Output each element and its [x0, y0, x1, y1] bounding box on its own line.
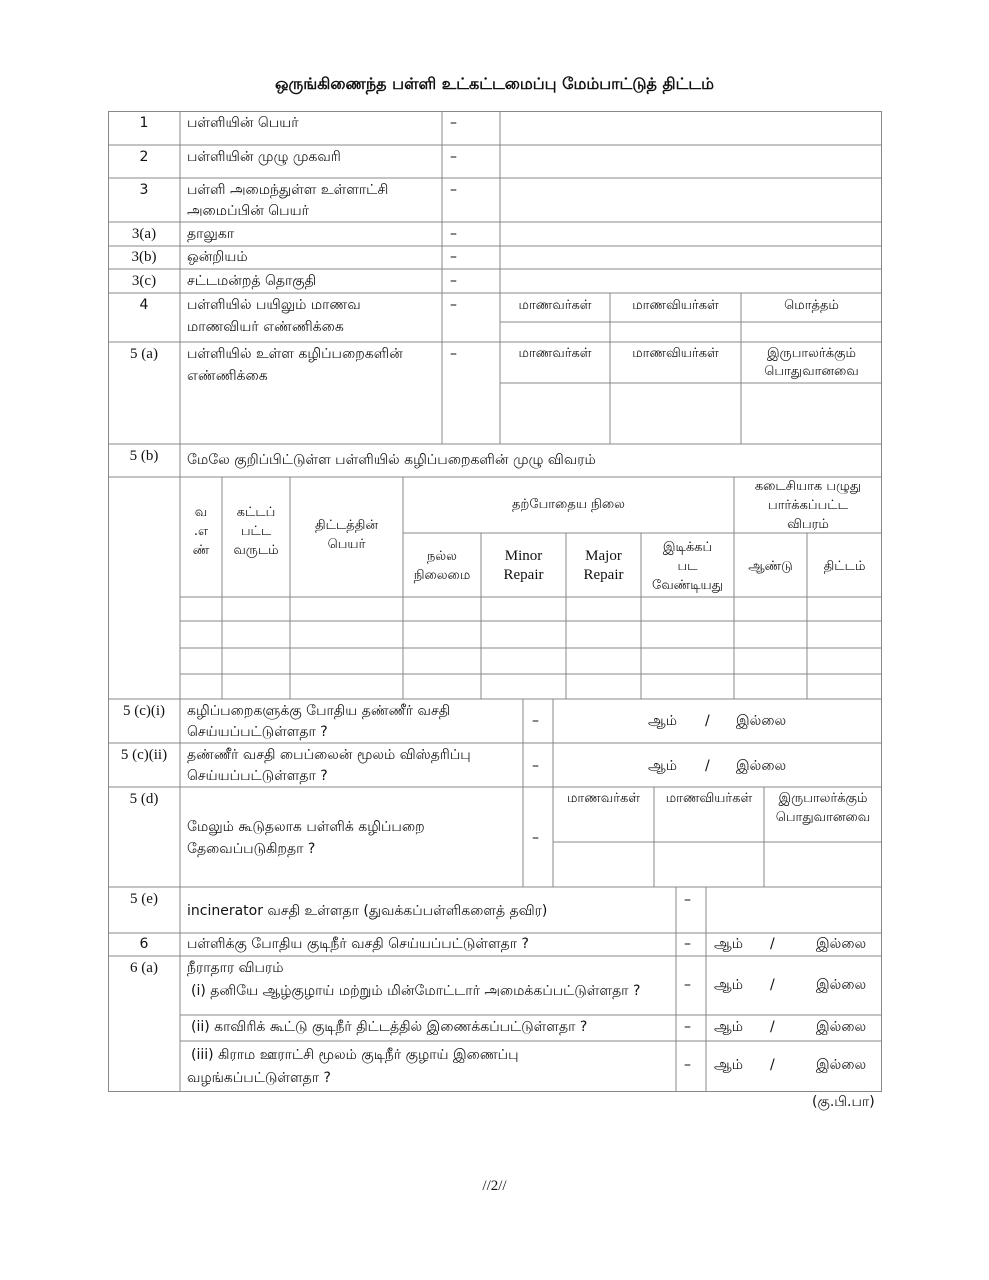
- row-2-label: பள்ளியின் முழு முகவரி: [187, 149, 341, 165]
- toilet-scheme-header-2: பெயர்: [327, 537, 366, 552]
- row-6-yes-option[interactable]: ஆம்: [714, 936, 743, 952]
- row-5d-number: 5 (d): [129, 791, 159, 807]
- page-title: ஒருங்கிணைந்த பள்ளி உட்கட்டமைப்பு மேம்பாட்டுத் திட்டம்: [275, 74, 714, 93]
- row-5e-number: 5 (e): [130, 891, 158, 907]
- row-3-label-line2: அமைப்பின் பெயர்: [187, 203, 309, 219]
- row-5cii-no-option[interactable]: இல்லை: [736, 758, 787, 774]
- row-6a-iii-label-line1: (iii) கிராம ஊராட்சி மூலம் குடிநீர் குழாய் இணைப்பு: [191, 1047, 519, 1063]
- row-4-girls-header: மாணவியர்கள்: [632, 298, 719, 313]
- row-5d-dash: –: [532, 830, 539, 846]
- toilet-last-repair-header-2: பார்க்கப்பட்ட: [768, 498, 848, 513]
- row-5a-dash: –: [450, 346, 457, 362]
- row-5ci-number: 5 (c)(i): [122, 703, 166, 719]
- row-6a-i-dash: –: [684, 977, 691, 993]
- row-3a-number: 3(a): [131, 226, 157, 242]
- row-5b-number: 5 (b): [129, 448, 159, 464]
- row-5d-common-header-line2: பொதுவானவை: [775, 810, 871, 825]
- please-turn-over: (கு.பி.பா): [812, 1094, 875, 1110]
- row-6a-iii-dash: –: [684, 1057, 691, 1073]
- row-6a-number: 6 (a): [130, 960, 158, 976]
- row-6-label: பள்ளிக்கு போதிய குடிநீர் வசதி செய்யப்பட்டுள்ளதா ?: [187, 936, 529, 952]
- row-6a-ii-dash: –: [684, 1019, 691, 1035]
- row-5a-label-line2: எண்ணிக்கை: [187, 368, 268, 384]
- row-5ci-yes-option[interactable]: ஆம்: [648, 713, 677, 729]
- row-6a-ii-separator: /: [770, 1019, 775, 1035]
- row-6a-iii-separator: /: [770, 1057, 775, 1073]
- row-5cii-label-line2: செய்யப்பட்டுள்ளதா ?: [187, 768, 328, 784]
- toilet-major-header-1: Major: [585, 548, 622, 564]
- row-5cii-number: 5 (c)(ii): [120, 747, 168, 763]
- row-3a-dash: –: [450, 226, 457, 242]
- row-3b-label: ஒன்றியம்: [187, 249, 248, 265]
- row-5d-girls-header: மாணவியர்கள்: [665, 791, 753, 806]
- row-6a-i-separator: /: [770, 977, 775, 993]
- row-5d-boys-header: மாணவர்கள்: [566, 791, 641, 806]
- page-number: //2//: [482, 1178, 507, 1194]
- row-3b-number: 3(b): [131, 249, 157, 265]
- row-6a-ii-label: (ii) காவிரிக் கூட்டு குடிநீர் திட்டத்தில் இணைக்கப்பட்டுள்ளதா ?: [191, 1019, 588, 1035]
- row-6a-i-yes-option[interactable]: ஆம்: [714, 977, 743, 993]
- row-5a-common-header-line1: இருபாலர்க்கும்: [767, 346, 856, 361]
- row-1-dash: –: [450, 115, 457, 131]
- toilet-last-repair-header-1: கடைசியாக பழுது: [754, 479, 862, 494]
- row-5a-common-header-line2: பொதுவானவை: [764, 364, 859, 379]
- row-4-dash: –: [450, 297, 457, 313]
- row-5ci-label-line2: செய்யப்பட்டுள்ளதா ?: [187, 724, 328, 740]
- row-5e-dash: –: [684, 892, 691, 908]
- row-6a-iii-no-option[interactable]: இல்லை: [816, 1057, 867, 1073]
- row-5d-label-line1: மேலும் கூடுதலாக பள்ளிக் கழிப்பறை: [187, 819, 425, 835]
- row-5b-label: மேலே குறிப்பிட்டுள்ள பள்ளியில் கழிப்பறைகளின் முழு விவரம்: [187, 452, 596, 468]
- row-1-label: பள்ளியின் பெயர்: [187, 115, 299, 131]
- row-5d-common-header-line1: இருபாலர்க்கும்: [778, 791, 868, 806]
- row-6-no-option[interactable]: இல்லை: [816, 936, 867, 952]
- toilet-good-header-1: நல்ல: [427, 549, 457, 564]
- row-5cii-separator: /: [705, 758, 710, 774]
- toilet-sno-header-3: ண்: [192, 543, 210, 558]
- toilet-scheme-col-header: திட்டம்: [823, 559, 866, 574]
- row-6-dash: –: [684, 936, 691, 952]
- row-1-number: 1: [139, 115, 149, 131]
- row-4-boys-header: மாணவர்கள்: [518, 298, 592, 313]
- toilet-demolish-header-2: பட: [677, 559, 698, 574]
- row-5ci-separator: /: [705, 713, 710, 729]
- row-3b-dash: –: [450, 249, 457, 265]
- row-5a-girls-header: மாணவியர்கள்: [632, 346, 719, 361]
- row-5cii-dash: –: [532, 758, 539, 774]
- toilet-minor-header-1: Minor: [504, 548, 543, 564]
- row-4-total-header: மொத்தம்: [784, 298, 839, 313]
- row-3a-label: தாலுகா: [187, 226, 235, 242]
- row-5d-label-line2: தேவைப்படுகிறதா ?: [187, 841, 316, 857]
- row-3c-dash: –: [450, 273, 457, 289]
- toilet-scheme-header-1: திட்டத்தின்: [314, 518, 379, 533]
- row-4-label-line2: மாணவியர் எண்ணிக்கை: [187, 319, 344, 335]
- row-6-number: 6: [139, 936, 149, 952]
- toilet-minor-header-2: Repair: [503, 567, 544, 583]
- row-5ci-no-option[interactable]: இல்லை: [736, 713, 787, 729]
- row-6a-iii-label-line2: வழங்கப்பட்டுள்ளதா ?: [187, 1070, 331, 1086]
- row-6a-iii-yes-option[interactable]: ஆம்: [714, 1057, 743, 1073]
- toilet-year-col-header: ஆண்டு: [748, 559, 793, 574]
- toilet-sno-header-2: .எ: [193, 524, 209, 539]
- row-6a-ii-no-option[interactable]: இல்லை: [816, 1019, 867, 1035]
- row-5e-label: incinerator வசதி உள்ளதா (துவக்கப்பள்ளிகளைத் தவிர): [187, 903, 548, 919]
- row-4-number: 4: [139, 297, 149, 313]
- row-5ci-label-line1: கழிப்பறைகளுக்கு போதிய தண்ணீர் வசதி: [187, 703, 451, 719]
- row-5ci-dash: –: [532, 713, 539, 729]
- row-3c-label: சட்டமன்றத் தொகுதி: [187, 273, 317, 289]
- toilet-good-header-2: நிலைமை: [413, 568, 471, 583]
- form-table: [108, 111, 882, 1092]
- toilet-major-header-2: Repair: [583, 567, 624, 583]
- row-3c-number: 3(c): [131, 273, 157, 289]
- row-5a-boys-header: மாணவர்கள்: [518, 346, 592, 361]
- toilet-current-status-header: தற்போதைய நிலை: [512, 497, 625, 512]
- row-6a-i-no-option[interactable]: இல்லை: [816, 977, 867, 993]
- row-5cii-yes-option[interactable]: ஆம்: [648, 758, 677, 774]
- row-4-label-line1: பள்ளியில் பயிலும் மாணவ: [187, 297, 361, 313]
- toilet-year-header-3: வருடம்: [233, 543, 279, 558]
- row-2-number: 2: [139, 149, 149, 165]
- toilet-year-header-1: கட்டப்: [236, 505, 276, 520]
- row-6a-ii-yes-option[interactable]: ஆம்: [714, 1019, 743, 1035]
- toilet-sno-header-1: வ: [194, 505, 208, 520]
- row-6-separator: /: [770, 936, 775, 952]
- row-5cii-label-line1: தண்ணீர் வசதி பைப்லைன் மூலம் விஸ்தரிப்பு: [187, 747, 471, 763]
- toilet-demolish-header-1: இடிக்கப்: [662, 540, 713, 555]
- row-6a-heading: நீராதார விபரம்: [187, 960, 284, 976]
- toilet-last-repair-header-3: விபரம்: [787, 517, 829, 532]
- row-6a-i-label: (i) தனியே ஆழ்குழாய் மற்றும் மின்மோட்டார் அமைக்கப்பட்டுள்ளதா ?: [191, 983, 641, 999]
- row-5a-label-line1: பள்ளியில் உள்ள கழிப்பறைகளின்: [187, 346, 403, 362]
- toilet-demolish-header-3: வேண்டியது: [652, 578, 723, 593]
- row-2-dash: –: [450, 149, 457, 165]
- toilet-year-header-2: பட்ட: [240, 524, 272, 539]
- row-3-number: 3: [139, 182, 149, 198]
- row-5a-number: 5 (a): [130, 346, 158, 362]
- row-3-dash: –: [450, 182, 457, 198]
- row-3-label-line1: பள்ளி அமைந்துள்ள உள்ளாட்சி: [187, 182, 389, 198]
